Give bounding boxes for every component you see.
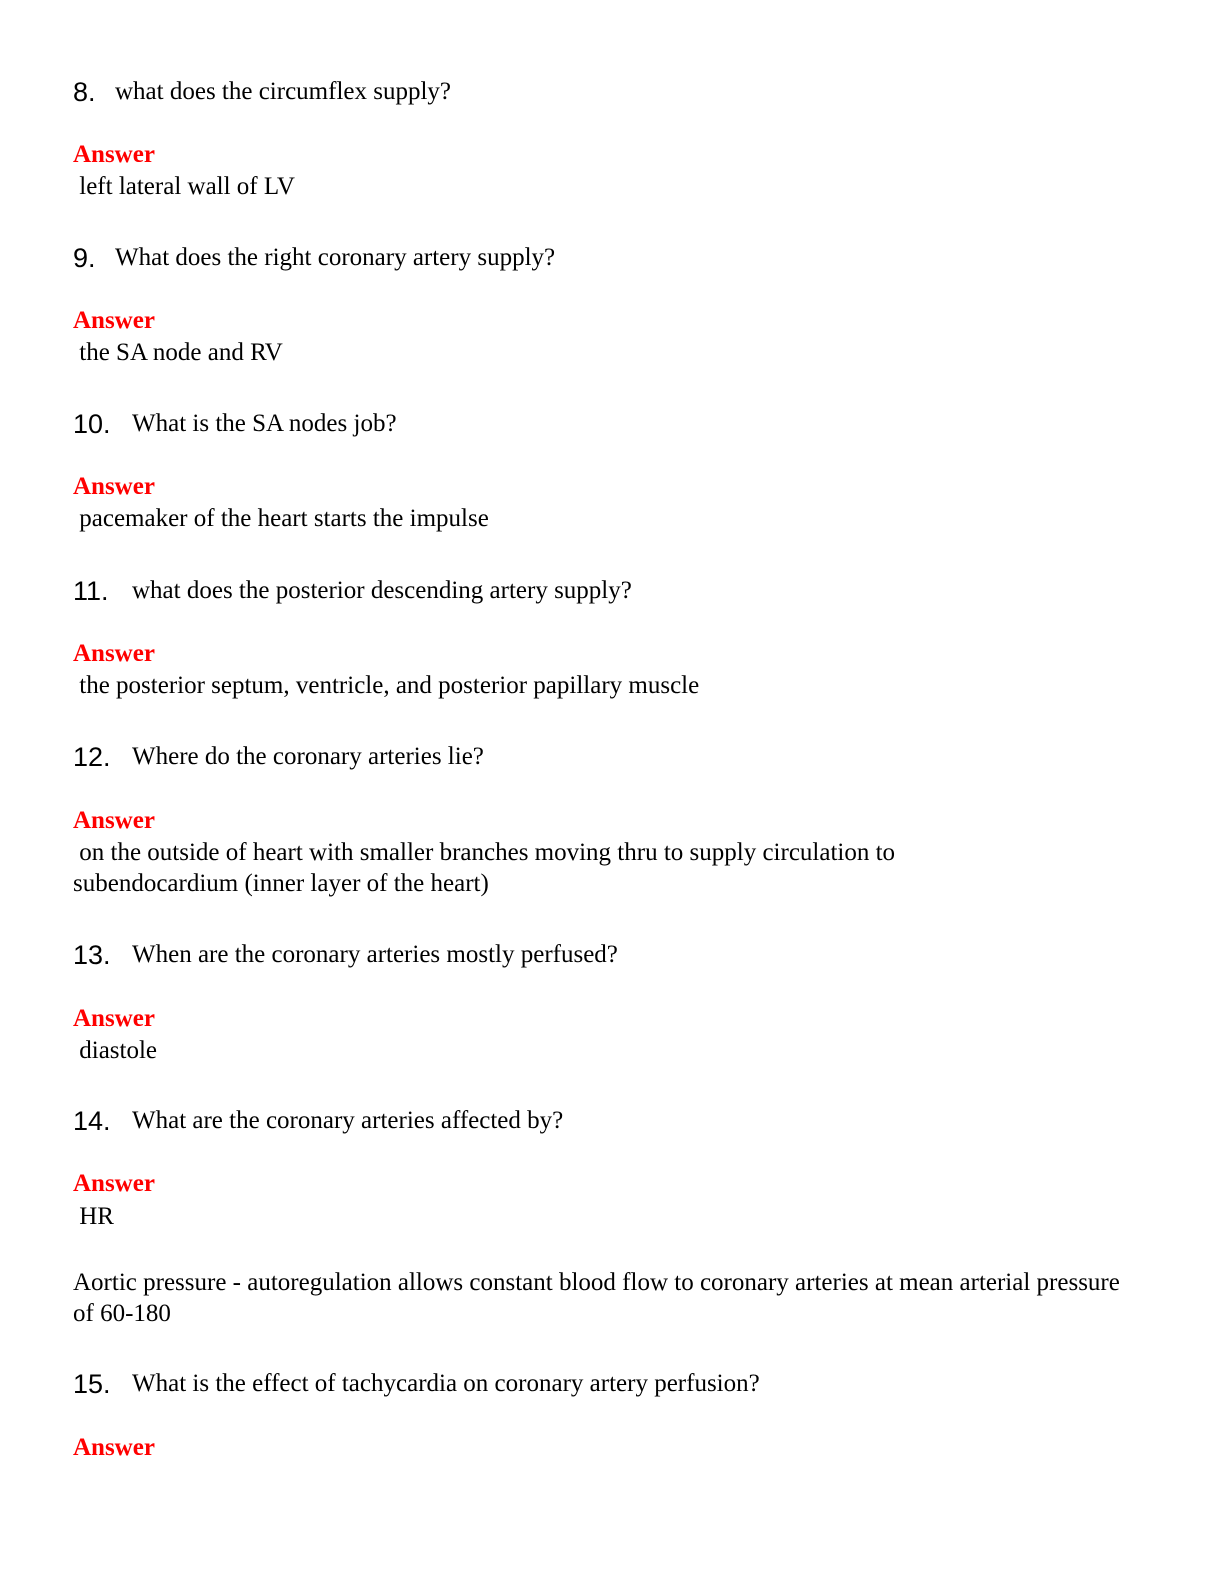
question-number: 12. <box>73 742 111 772</box>
question-number: 10. <box>73 409 111 439</box>
answer-label: Answer <box>73 807 155 834</box>
answer-text: left lateral wall of LV <box>73 173 295 200</box>
answer-text: diastole <box>73 1037 158 1064</box>
answer-label: Answer <box>73 307 155 334</box>
answer-label: Answer <box>73 640 155 667</box>
qa-item-14 <box>73 1101 1153 1327</box>
question-row <box>73 404 1153 444</box>
answer-label: Answer <box>73 1170 155 1197</box>
answer-text: pacemaker of the heart starts the impulse <box>73 505 489 532</box>
question-number: 13. <box>73 940 111 970</box>
qa-item-10 <box>73 404 1153 532</box>
answer-label: Answer <box>73 141 155 168</box>
answer-extra-text: Aortic pressure - autoregulation allows constant blood flow to coronary arteries at mean arterial pressure of 60-180 <box>73 1269 1120 1327</box>
question-text: When are the coronary arteries mostly perfused? <box>132 941 618 968</box>
question-row <box>73 1101 1153 1141</box>
question-row <box>73 1364 1153 1404</box>
question-row <box>73 935 1153 975</box>
answer-label: Answer <box>73 473 155 500</box>
qa-item-15 <box>73 1364 1153 1461</box>
qa-item-12 <box>73 737 1153 897</box>
question-row <box>73 238 1153 278</box>
question-number: 11. <box>73 576 109 606</box>
question-text: what does the circumflex supply? <box>115 78 452 105</box>
qa-item-11 <box>73 571 1153 699</box>
question-row <box>73 72 1153 112</box>
question-row <box>73 571 1153 611</box>
question-number: 9. <box>73 243 96 273</box>
answer-label: Answer <box>73 1005 155 1032</box>
question-number: 8. <box>73 77 96 107</box>
answer-text: the SA node and RV <box>73 339 283 366</box>
question-text: what does the posterior descending artery supply? <box>132 577 632 604</box>
question-row <box>73 737 1153 777</box>
question-number: 15. <box>73 1369 111 1399</box>
answer-text: the posterior septum, ventricle, and posterior papillary muscle <box>73 672 700 699</box>
qa-item-13 <box>73 935 1153 1064</box>
question-text: What does the right coronary artery supply? <box>115 244 556 271</box>
question-text: What are the coronary arteries affected by? <box>132 1107 564 1134</box>
answer-text: HR <box>73 1203 114 1230</box>
qa-item-8 <box>73 72 1153 200</box>
question-text: Where do the coronary arteries lie? <box>132 743 484 770</box>
question-text: What is the SA nodes job? <box>132 410 397 437</box>
question-number: 14. <box>73 1106 111 1136</box>
answer-label: Answer <box>73 1434 155 1461</box>
answer-text: on the outside of heart with smaller branches moving thru to supply circulation to subendocardium (inner layer of the heart) <box>73 839 902 897</box>
question-text: What is the effect of tachycardia on coronary artery perfusion? <box>132 1370 760 1397</box>
qa-item-9 <box>73 238 1153 366</box>
